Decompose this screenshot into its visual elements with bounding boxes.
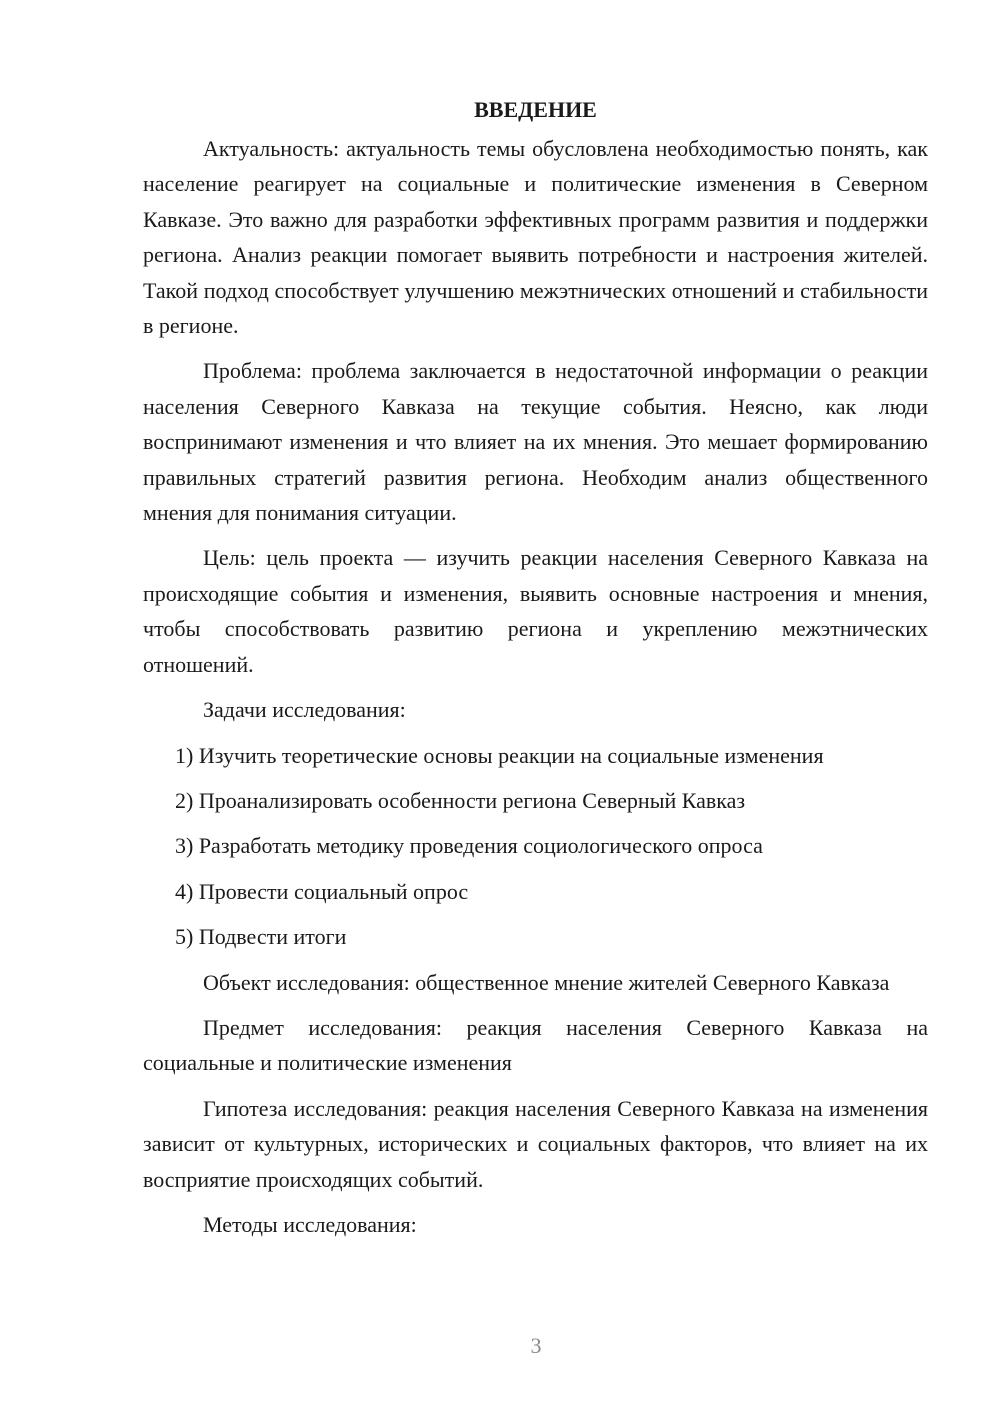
list-item: 1) Изучить теоретические основы реакции на социальные изменения	[175, 742, 824, 768]
list-item: 3) Разработать методику проведения социологического опроса	[175, 833, 763, 859]
section-heading: ВВЕДЕНИЕ	[474, 97, 597, 122]
tasks-list	[143, 738, 928, 955]
subject-paragraph: Предмет исследования: реакция населения Северного Кавказа на социальные и политические изменения	[143, 1014, 928, 1076]
hypothesis-paragraph: Гипотеза исследования: реакция населения Северного Кавказа на изменения зависит от культурных, исторических и социальных факторов, что влияет на их восприятие происходящих событий.	[143, 1095, 928, 1192]
page-number: 3	[530, 1333, 542, 1358]
list-item: 2) Проанализировать особенности региона Северный Кавказ	[175, 787, 746, 813]
relevance-paragraph: Актуальность: актуальность темы обусловлена необходимостью понять, как население реагирует на социальные и политические изменения в Северном Кавказе. Это важно для разработки эффективных программ развития и поддержки региона. Анализ реакции помогает выявить потребности и настроения жителей. Такой подход способствует улучшению межэтнических отношений и стабильности в регионе.	[143, 136, 928, 339]
list-item: 5) Подвести итоги	[175, 924, 347, 950]
object-paragraph: Объект исследования: общественное мнение жителей Северного Кавказа	[203, 969, 890, 995]
list-item: 4) Провести социальный опрос	[175, 878, 469, 904]
goal-paragraph: Цель: цель проекта — изучить реакции населения Северного Кавказа на происходящие события и изменения, выявить основные настроения и мнения, чтобы способствовать развитию региона и укреплению межэтнических отношений.	[143, 545, 928, 677]
methods-paragraph: Методы исследования:	[203, 1211, 417, 1237]
document-page	[143, 92, 928, 1242]
tasks-heading: Задачи исследования:	[203, 697, 406, 723]
problem-paragraph: Проблема: проблема заключается в недостаточной информации о реакции населения Северного Кавказа на текущие события. Неясно, как люди воспринимают изменения и что влияет на их мнения. Это мешает формированию правильных стратегий развития региона. Необходим анализ общественного мнения для понимания ситуации.	[143, 358, 928, 526]
